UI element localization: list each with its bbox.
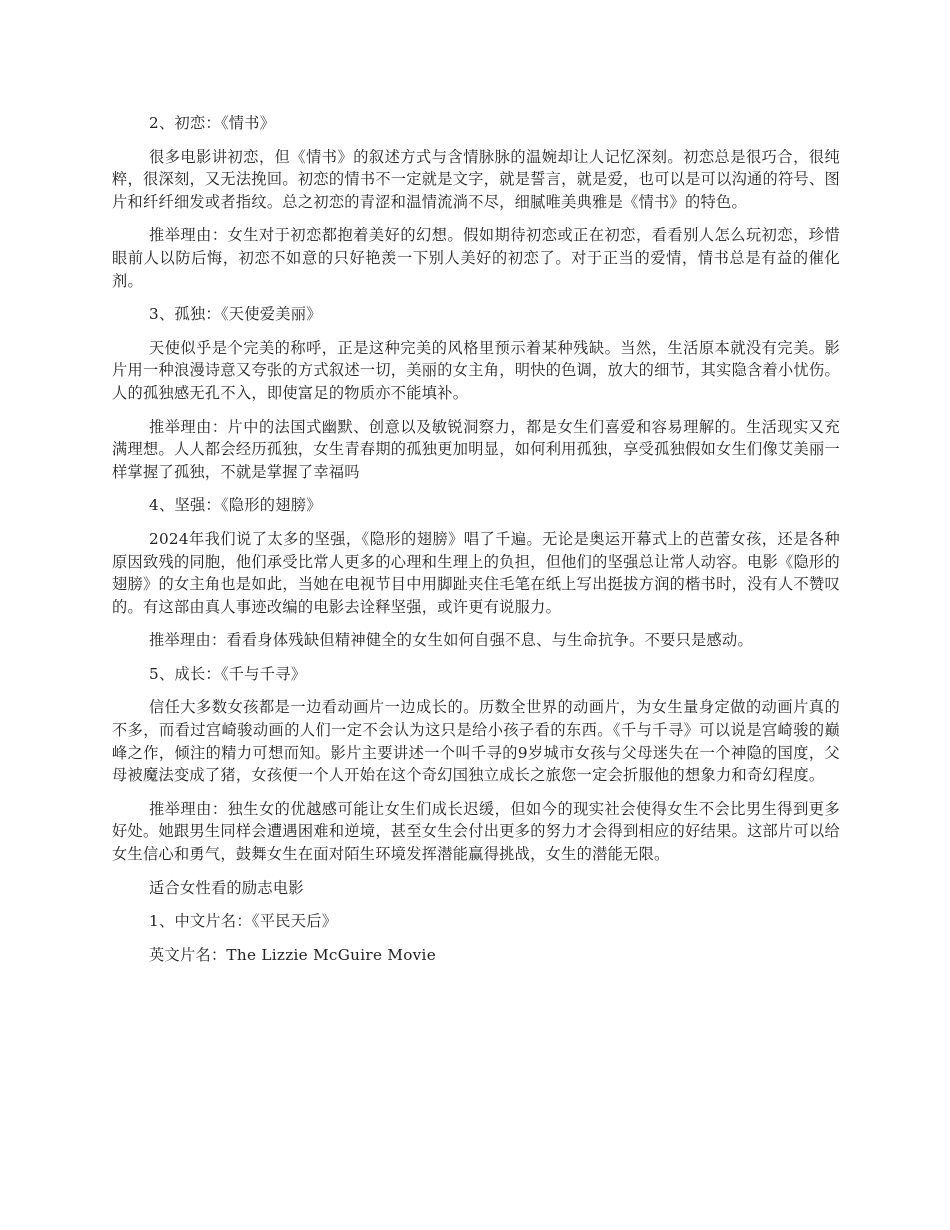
section-heading-strength: 4、坚强：《隐形的翅膀》 xyxy=(149,496,322,515)
section-heading-first-love: 2、初恋：《情书》 xyxy=(149,114,276,132)
section-heading-growth: 5、成长：《千与千寻》 xyxy=(149,664,307,683)
section-heading-loneliness: 3、孤独：《天使爱美丽》 xyxy=(149,305,322,324)
recommendation-paragraph: 推举理由：独生女的优越感可能让女生们成长迟缓，但如今的现实社会使得女生不会比男生得到更多好处。她跟男生同样会遭遇困难和逆境，甚至女生会付出更多的努力才会得到相应的好结果。这部片可以给女生信心和勇气，鼓舞女生在面对陌生环境发挥潜能赢得挑战，女生的潜能无限。 xyxy=(112,799,840,864)
body-paragraph: 天使似乎是个完美的称呼，正是这种完美的风格里预示着某种残缺。当然，生活原本就没有完美。影片用一种浪漫诗意又夸张的方式叙述一切，美丽的女主角，明快的色调，放大的细节，其实隐含着小忧伤。人的孤独感无孔不入，即使富足的物质亦不能填补。 xyxy=(112,338,840,402)
body-paragraph: 2024年我们说了太多的坚强，《隐形的翅膀》唱了千遍。无论是奥运开幕式上的芭蕾女孩，还是各种原因致残的同胞，他们承受比常人更多的心理和生理上的负担，但他们的坚强总让常人动容。电影《隐形的翅膀》的女主角也是如此，当她在电视节目中用脚趾夹住毛笔在纸上写出挺拔方润的楷书时，没有人不赞叹的。有这部由真人事迹改编的电影去诠释坚强，或许更有说服力。 xyxy=(112,529,840,616)
document-page xyxy=(112,112,840,977)
recommendation-paragraph: 推举理由：片中的法国式幽默、创意以及敏锐洞察力，都是女生们喜爱和容易理解的。生活现实又充满理想。人人都会经历孤独，女生青春期的孤独更加明显，如何利用孤独，享受孤独假如女生们像艾美丽一样掌握了孤独，不就是掌握了幸福吗 xyxy=(112,417,840,481)
movie-english-title: 英文片名：The Lizzie McGuire Movie xyxy=(149,945,437,964)
body-paragraph: 很多电影讲初恋，但《情书》的叙述方式与含情脉脉的温婉却让人记忆深刻。初恋总是很巧合，很纯粹，很深刻，又无法挽回。初恋的情书不一定就是文字，就是誓言，就是爱，也可以是可以沟通的符号、图片和纤纤细发或者指纹。总之初恋的青涩和温情流淌不尽，细腻唯美典雅是《情书》的特色。 xyxy=(112,147,840,211)
movie-chinese-title: 1、中文片名：《平民天后》 xyxy=(149,912,338,931)
body-paragraph: 信任大多数女孩都是一边看动画片一边成长的。历数全世界的动画片，为女生量身定做的动画片真的不多，而看过宫崎骏动画的人们一定不会认为这只是给小孩子看的东西。《千与千寻》可以说是宫崎骏的巅峰之作，倾注的精力可想而知。影片主要讲述一个叫千寻的9岁城市女孩与父母迷失在一个神隐的国度，父母被魔法变成了猪，女孩便一个人开始在这个奇幻国独立成长之旅您一定会折服他的想象力和奇幻程度。 xyxy=(112,698,840,785)
recommendation-paragraph: 推举理由：女生对于初恋都抱着美好的幻想。假如期待初恋或正在初恋，看看别人怎么玩初恋，珍惜眼前人以防后悔，初恋不如意的只好艳羡一下别人美好的初恋了。对于正当的爱情，情书总是有益的催化剂。 xyxy=(112,226,840,290)
section-heading-inspirational-movies: 适合女性看的励志电影 xyxy=(149,878,304,897)
recommendation-paragraph: 推举理由：看看身体残缺但精神健全的女生如何自强不息、与生命抗争。不要只是感动。 xyxy=(149,631,754,650)
